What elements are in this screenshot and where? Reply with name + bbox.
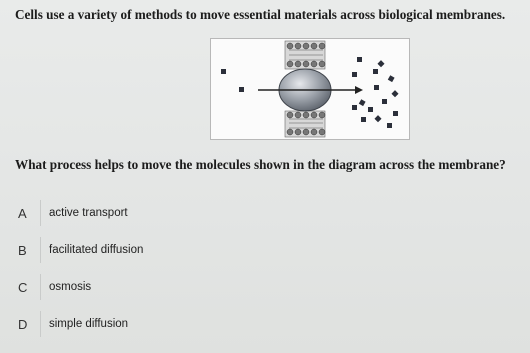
choice-letter: A: [18, 205, 27, 221]
choice-text: osmosis: [49, 281, 92, 293]
choice-letter: B: [18, 242, 27, 258]
choice-text: facilitated diffusion: [49, 244, 144, 256]
choice-c[interactable]: [18, 274, 318, 300]
choice-divider: [40, 237, 41, 263]
choice-divider: [40, 200, 41, 226]
choice-a[interactable]: [18, 200, 318, 226]
transport-arrowhead: [355, 86, 363, 94]
choice-b[interactable]: [18, 237, 318, 263]
question-prompt: What process helps to move the molecules shown in the diagram across the membrane?: [15, 157, 506, 172]
question-stem: Cells use a variety of methods to move essential materials across biological membranes.: [15, 7, 506, 22]
right-molecules: [352, 57, 399, 128]
upper-lipid-layer: [285, 41, 325, 69]
choice-d[interactable]: [18, 311, 318, 337]
choice-letter: C: [18, 279, 28, 295]
choice-letter: D: [18, 316, 28, 332]
left-molecules: [221, 69, 244, 92]
choice-divider: [40, 274, 41, 300]
choice-text: simple diffusion: [49, 318, 129, 330]
lower-lipid-layer: [285, 111, 325, 137]
membrane-diagram-svg: [211, 39, 409, 139]
choice-divider: [40, 311, 41, 337]
membrane-diagram: [210, 38, 410, 140]
choice-text: active transport: [49, 207, 128, 219]
